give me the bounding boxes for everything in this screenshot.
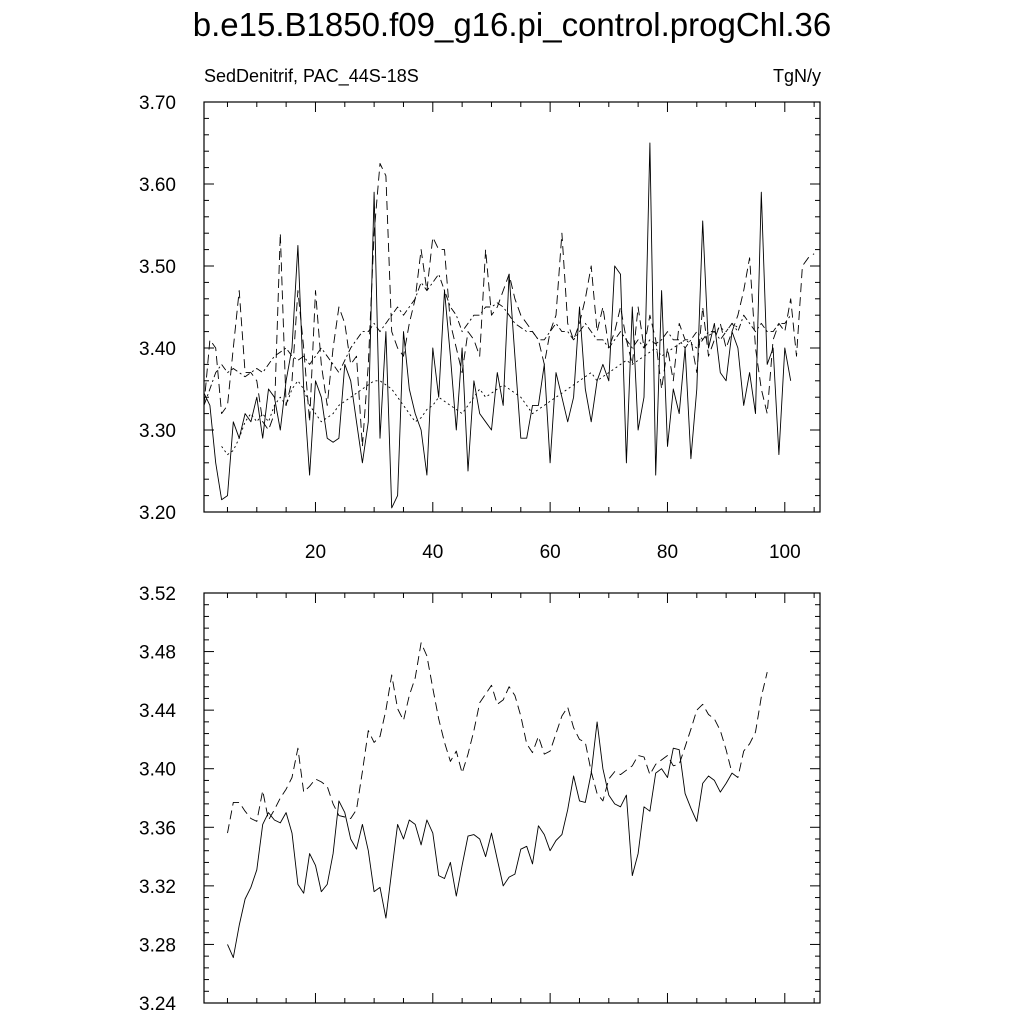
series-line-solid — [228, 722, 733, 958]
y-tick-label: 3.40 — [139, 339, 176, 360]
x-tick-label: 40 — [422, 542, 444, 563]
bottom-plot — [139, 584, 820, 1015]
y-tick-label: 3.40 — [139, 759, 176, 781]
series-line-dash-dot — [204, 274, 791, 405]
page-title: b.e15.B1850.f09_g16.pi_control.progChl.36 — [192, 6, 832, 43]
series-line-dotted — [222, 323, 738, 454]
panel-units-label: TgN/y — [772, 66, 821, 86]
y-tick-label: 3.20 — [139, 503, 176, 524]
x-tick-label: 20 — [304, 542, 327, 563]
y-tick-label: 3.44 — [139, 701, 176, 723]
y-tick-label: 3.70 — [139, 93, 176, 114]
x-tick-label: 60 — [539, 542, 561, 563]
y-tick-label: 3.28 — [139, 935, 176, 957]
panel-variable-label: SedDenitrif, PAC_44S-18S — [204, 66, 419, 86]
series-line-solid — [204, 143, 791, 508]
y-tick-label: 3.60 — [139, 175, 176, 196]
plot-frame — [204, 593, 820, 1003]
y-tick-label: 3.36 — [139, 818, 176, 840]
x-tick-label: 100 — [768, 542, 801, 563]
top-plot — [139, 93, 820, 563]
y-tick-label: 3.52 — [139, 584, 176, 605]
y-tick-label: 3.24 — [139, 994, 176, 1015]
x-tick-label: 80 — [656, 542, 679, 563]
y-tick-label: 3.48 — [139, 642, 176, 664]
y-tick-label: 3.50 — [139, 257, 176, 278]
series-line-dashed — [204, 164, 814, 447]
series-line-dashed — [228, 643, 768, 833]
y-tick-label: 3.32 — [139, 876, 176, 898]
y-tick-label: 3.30 — [139, 421, 176, 442]
